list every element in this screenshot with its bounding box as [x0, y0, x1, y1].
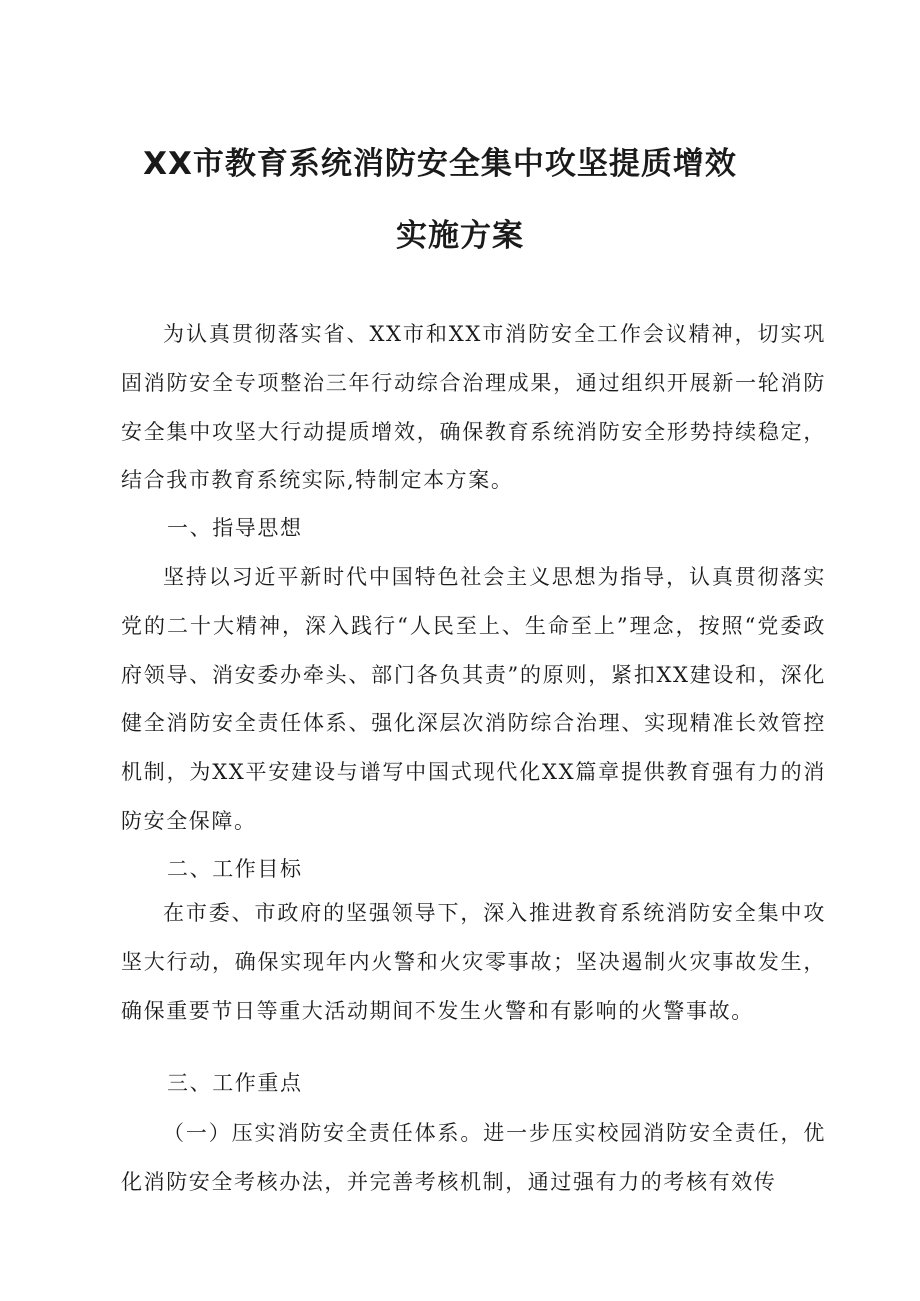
section-heading-work-focus: 三、工作重点	[167, 1071, 303, 1095]
document-title-line-2: 实施方案	[396, 218, 524, 254]
section-heading-work-goals: 二、工作目标	[167, 857, 303, 881]
section-paragraph-guiding-ideology: 坚持以习近平新时代中国特色社会主义思想为指导，认真贯彻落实党的二十大精神，深入践行“人民至上、生命至上”理念，按照“党委政府领导、消安委办牵头、部门各负其责”的原则，紧扣XX建设和，深化健全消防安全责任体系、强化深层次消防综合治理、实现精准长效管控机制，为XX平安建设与谱写中国式现代化XX篇章提供教育强有力的消防安全保障。	[121, 565, 826, 833]
intro-paragraph: 为认真贯彻落实省、XX市和XX市消防安全工作会议精神，切实巩固消防安全专项整治三年行动综合治理成果，通过组织开展新一轮消防安全集中攻坚大行动提质增效，确保教育系统消防安全形势持续稳定，结合我市教育系统实际,特制定本方案。	[121, 322, 826, 493]
document-title-line-1: XX市教育系统消防安全集中攻坚提质增效	[143, 146, 737, 182]
section-paragraph-work-goals: 在市委、市政府的坚强领导下，深入推进教育系统消防安全集中攻坚大行动，确保实现年内火警和火灾零事故；坚决遏制火灾事故发生，确保重要节日等重大活动期间不发生火警和有影响的火警事故。	[121, 901, 826, 1023]
section-paragraph-work-focus: （一）压实消防安全责任体系。进一步压实校园消防安全责任，优化消防安全考核办法，并完善考核机制，通过强有力的考核有效传	[121, 1121, 826, 1194]
section-heading-guiding-ideology: 一、指导思想	[167, 516, 303, 540]
